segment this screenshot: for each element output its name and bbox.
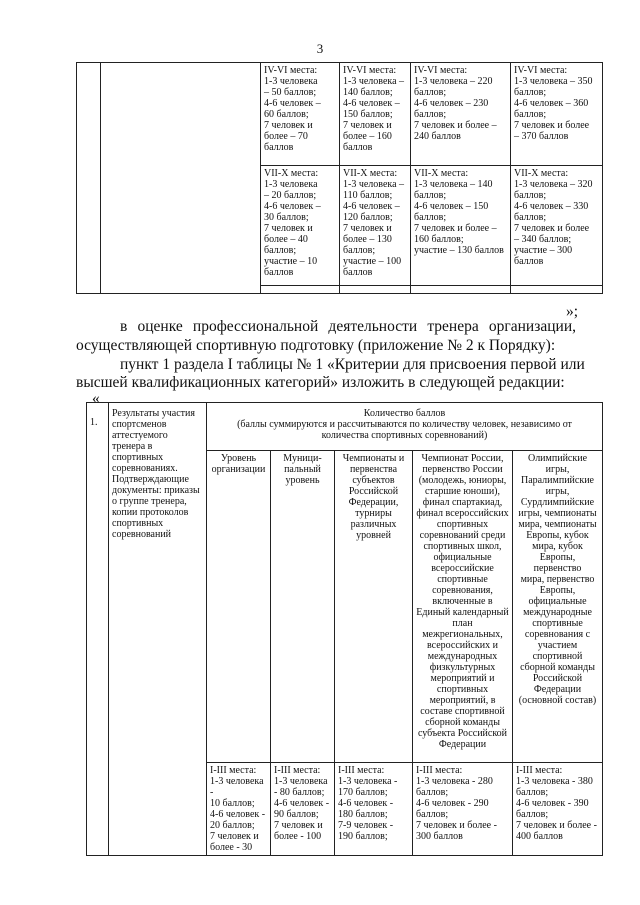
table-cell: I-III места: 1-3 человека - 280 баллов; 4-6 человек - 290 баллов; 7 человек и более - 300 баллов [413, 763, 513, 856]
table-cell: I-III места: 1-3 человека - 170 баллов; 4-6 человек - 180 баллов; 7-9 человек - 190 баллов; [335, 763, 413, 856]
level-header: Муници- пальный уровень [271, 451, 335, 763]
table-cell: VII-X места: 1-3 человека – 20 баллов; 4-6 человек – 30 баллов; 7 человек и более – 40 баллов; участие – 10 баллов [261, 166, 340, 286]
table-continuation [76, 62, 603, 294]
level-header: Олимпийские игры, Паралимпийские игры, Сурдлимпийские игры, чемпионаты мира, чемпионаты Европы, кубок мира, кубок Европы, первенство мира, первенство Европы, официальные международные спортивные соревнования с участием спортивной сборной команды Российской Федерации (основной состав) [513, 451, 603, 763]
table-row [87, 403, 603, 451]
empty-cell [340, 286, 411, 294]
empty-cell [101, 63, 261, 294]
empty-cell [511, 286, 603, 294]
table-cell: I-III места: 1-3 человека - 380 баллов; 4-6 человек - 390 баллов; 7 человек и более - 400 баллов [513, 763, 603, 856]
table-cell: VII-X места: 1-3 человека – 140 баллов; 4-6 человек – 150 баллов; 7 человек и более – 160 баллов; участие – 130 баллов [411, 166, 511, 286]
table-cell: VII-X места: 1-3 человека – 320 баллов; 4-6 человек – 330 баллов; 7 человек и более – 340 баллов; участие – 300 баллов [511, 166, 603, 286]
level-header: Чемпионат России, первенство России (молодежь, юниоры, старшие юноши), финал спартакиад, финал всероссийских спортивных соревнований среди спортивных школ, официальные всероссийские спортивные соревнования, включенные в Единый календарный план межрегиональных, всероссийских и международных физкультурных мероприятий и спортивных мероприятий, в составе спортивной сборной команды субъекта Российской Федерации [413, 451, 513, 763]
level-header: Уровень организации [207, 451, 271, 763]
table-cell: IV-VI места: 1-3 человека – 350 баллов; 4-6 человек – 360 баллов; 7 человек и более – 370 баллов [511, 63, 603, 166]
paragraph-1-line-2: осуществляющей спортивную подготовку (приложение № 2 к Порядку): [76, 337, 556, 354]
page-number: 3 [316, 41, 324, 56]
table-cell: I-III места: 1-3 человека - 10 баллов; 4-6 человек - 20 баллов; 7 человек и более - 30 [207, 763, 271, 856]
table-cell: IV-VI места: 1-3 человека – 220 баллов; 4-6 человек – 230 баллов; 7 человек и более – 240 баллов [411, 63, 511, 166]
table-cell: IV-VI места: 1-3 человека – 140 баллов; 4-6 человек – 150 баллов; 7 человек и более – 160 баллов [340, 63, 411, 166]
empty-cell [77, 63, 101, 294]
row-number: 1. [87, 403, 109, 856]
table-cell: VII-X места: 1-3 человека – 110 баллов; 4-6 человек – 120 баллов; 7 человек и более – 130 баллов; участие – 100 баллов [340, 166, 411, 286]
closing-mark: »; [566, 303, 579, 320]
paragraph-2-line-1: пункт 1 раздела I таблицы № 1 «Критерии для присвоения первой или [120, 356, 585, 373]
table-criteria [86, 402, 603, 856]
table-cell: IV-VI места: 1-3 человека – 50 баллов; 4-6 человек – 60 баллов; 7 человек и более – 70 баллов [261, 63, 340, 166]
paragraph-2-line-2: высшей квалификационных категорий» изложить в следующей редакции: [76, 374, 565, 391]
empty-cell [411, 286, 511, 294]
table-cell: I-III места: 1-3 человека - 80 баллов; 4-6 человек - 90 баллов; 7 человек и более - 100 [271, 763, 335, 856]
level-header: Чемпионаты и первенства субъектов Российской Федерации, турниры различных уровней [335, 451, 413, 763]
opening-mark: « [92, 390, 100, 407]
empty-cell [261, 286, 340, 294]
criterion-cell: Результаты участия спортсменов аттестуемого тренера в спортивных соревнованиях. Подтверждающие документы: приказы о группе тренера, копии протоколов спортивных соревнований [109, 403, 207, 856]
paragraph-1-line-1: в оценке профессиональной деятельности тренера организации, [120, 318, 576, 335]
points-header: Количество баллов (баллы суммируются и рассчитываются по количеству человек, независимо от количества спортивных соревнований) [207, 403, 603, 451]
table-row [77, 63, 603, 166]
